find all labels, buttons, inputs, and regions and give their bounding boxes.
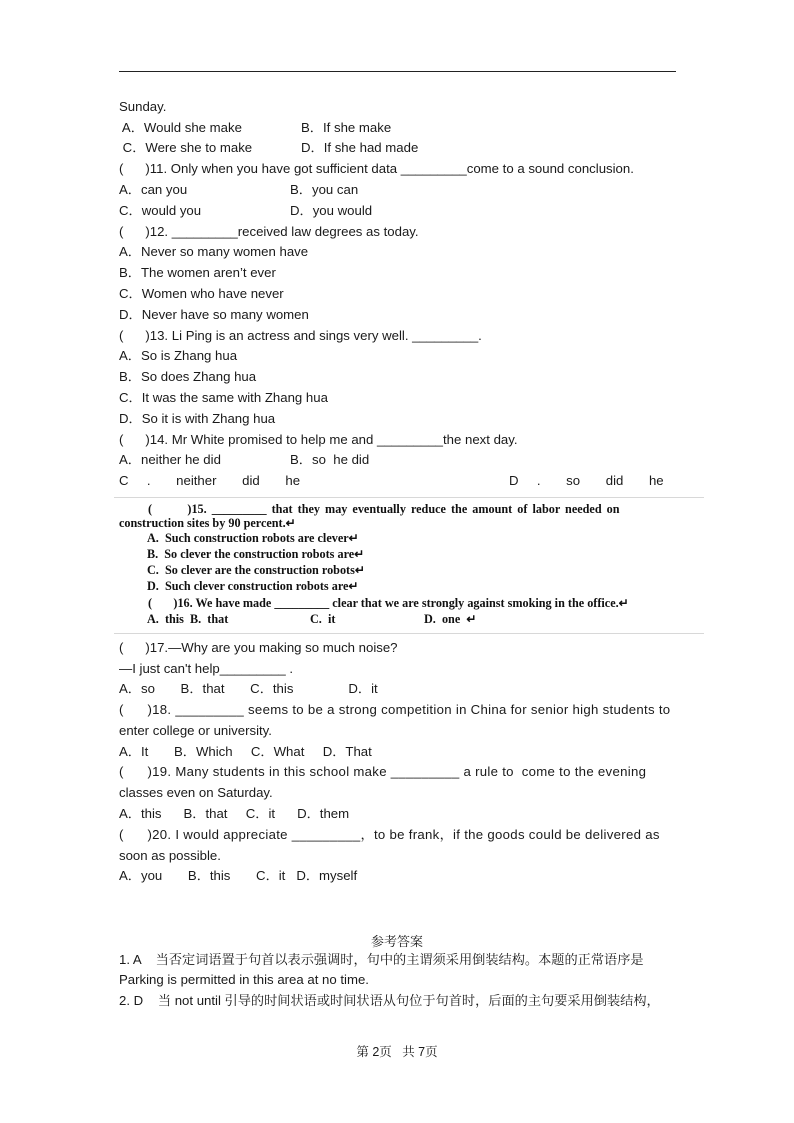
option-c: C．Women who have never	[119, 286, 284, 301]
option-a: A．Would she make	[119, 120, 242, 135]
option-c: C. So clever are the construction robots↵	[147, 563, 366, 577]
options-line: A．you B．this C．it D．myself	[119, 868, 358, 883]
option-d: D．If she had made	[301, 140, 419, 155]
option-d: D. Such clever construction robots are↵	[147, 579, 359, 593]
header-rule	[119, 71, 676, 72]
answer-1-text: Parking is permitted in this area at no time.	[119, 972, 369, 987]
option-a: A．Never so many women have	[119, 244, 309, 259]
option-a: A．can you	[119, 182, 188, 197]
option-b: B．The women aren’t ever	[119, 265, 276, 280]
option-b: B．you can	[290, 182, 359, 197]
question-17: ( )17.—Why are you making so much noise?	[119, 640, 398, 655]
option-a: A．So is Zhang hua	[119, 348, 238, 363]
option-ab: A. this B. that	[147, 612, 229, 626]
options-line: A．this B．that C．it D．them	[119, 806, 350, 821]
option-b: B. So clever the construction robots are↵	[147, 547, 365, 561]
question-16: ( )16. We have made _________ clear that we are strongly against smoking in the office.↵	[148, 596, 629, 610]
option-b: B．If she make	[301, 120, 392, 135]
answer-2: 2. D 当 not until 引导的时间状语或时间状语从句位于句首时，后面的主句要采用倒装结构，	[119, 993, 660, 1008]
scanned-question-image	[114, 497, 704, 634]
option-a: A．neither he did	[119, 452, 221, 467]
options-line: A．so B．that C．this D．it	[119, 681, 378, 696]
page-footer: 第 2页 共 7页	[356, 1045, 438, 1059]
option-a: A. Such construction robots are clever↵	[147, 531, 359, 545]
question-19: ( )19. Many students in this school make _________ a rule to come to the evening	[119, 764, 647, 779]
question-13: ( )13. Li Ping is an actress and sings very well. _________.	[119, 328, 482, 343]
text-line: enter college or university.	[119, 723, 272, 738]
option-d: D．you would	[290, 203, 373, 218]
text-line: soon as possible.	[119, 848, 221, 863]
option-d: D．So it is with Zhang hua	[119, 411, 276, 426]
question-18: ( )18. _________ seems to be a strong competition in China for senior high students to	[119, 702, 671, 717]
answer-title: 参考答案	[370, 934, 423, 949]
option-c: C . neither did he	[119, 473, 301, 488]
option-d: D．Never have so many women	[119, 307, 309, 322]
question-15: ( )15. _________ that they may eventually reduce the amount of labor needed on	[148, 502, 620, 516]
options-line: A．It B．Which C．What D．That	[119, 744, 372, 759]
option-d: D . so did he	[509, 473, 664, 488]
text-line: Sunday.	[119, 99, 167, 114]
option-c: C．Were she to make	[119, 140, 253, 155]
option-c: C. it	[310, 612, 336, 626]
question-20: ( )20. I would appreciate _________，to be frank，if the goods could be delivered as	[119, 827, 660, 842]
option-d: D. one ↵	[424, 612, 477, 626]
option-c: C．It was the same with Zhang hua	[119, 390, 328, 405]
text-line: —I just can't help_________ .	[119, 661, 294, 676]
text-line: classes even on Saturday.	[119, 785, 273, 800]
answer-1: 1. A 当否定词语置于句首以表示强调时，句中的主谓须采用倒装结构。本题的正常语序是	[119, 952, 644, 967]
option-b: B．so he did	[290, 452, 370, 467]
question-11: ( )11. Only when you have got sufficient data _________come to a sound conclusion.	[119, 161, 634, 176]
text-line: construction sites by 90 percent.↵	[119, 516, 296, 530]
question-12: ( )12. _________received law degrees as today.	[119, 224, 419, 239]
option-b: B．So does Zhang hua	[119, 369, 257, 384]
option-c: C．would you	[119, 203, 202, 218]
question-14: ( )14. Mr White promised to help me and _________the next day.	[119, 432, 518, 447]
